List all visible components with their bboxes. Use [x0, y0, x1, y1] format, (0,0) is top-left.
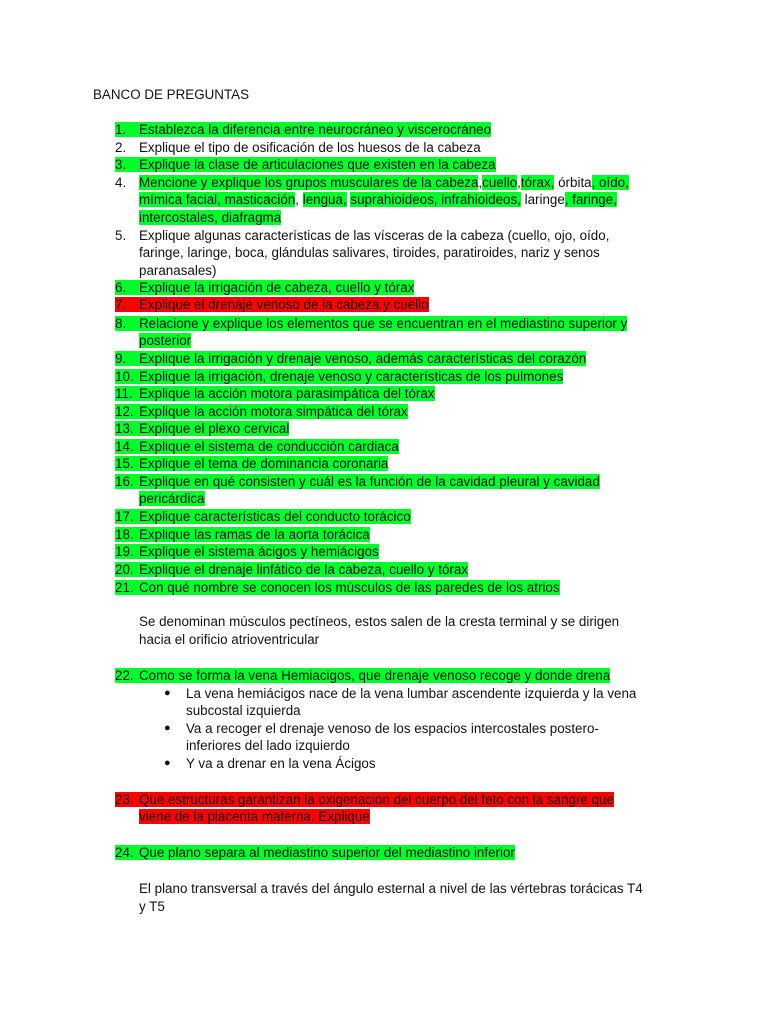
- question-number: 6.: [115, 280, 141, 295]
- question-text-segment: intercostales, diafragma: [139, 209, 282, 225]
- question-text-line: [139, 474, 600, 489]
- question-text: Explique algunas características de las vísceras de la cabeza (cuello, ojo, oído,: [139, 228, 610, 243]
- question-text: pericárdica: [139, 491, 205, 507]
- question-text: Explique el drenaje linfático de la cabeza, cuello y tórax: [139, 562, 469, 577]
- question-text: faringe, laringe, boca, glándulas salivares, tiroides, paratiroides, nariz y senos: [139, 245, 600, 261]
- question-text-line: [139, 792, 614, 807]
- question-text: Explique la irrigación, drenaje venoso y características de los pulmones: [139, 369, 564, 384]
- question-text-segment: cuello: [482, 175, 518, 190]
- question-text-segment: ,: [295, 192, 303, 208]
- question-number: 20.: [115, 562, 141, 577]
- question-text: Explique en qué consisten y cuál es la función de la cavidad pleural y cavidad: [139, 474, 600, 489]
- question-number: 15.: [115, 456, 141, 471]
- question-text: Explique el plexo cervical: [139, 421, 290, 436]
- question-text: Que estructuras garantizan la oxigenación del cuerpo del feto con la sangre que: [139, 792, 614, 807]
- question-text-line: [139, 280, 414, 295]
- question-number: 22.: [115, 668, 141, 683]
- question-text-line: [139, 316, 627, 331]
- question-text-line: [139, 297, 429, 312]
- question-text-segment: tórax,: [520, 175, 555, 190]
- question-text-line: [139, 491, 205, 506]
- question-number: 1.: [115, 122, 141, 137]
- question-number: 14.: [115, 439, 141, 454]
- question-text-segment: ,: [478, 175, 483, 190]
- question-text-line: [139, 509, 411, 524]
- question-text-line: [139, 369, 563, 384]
- question-text-line: [139, 386, 435, 401]
- question-number: 10.: [115, 369, 141, 384]
- question-number: 19.: [115, 544, 141, 559]
- bullet-text-line: Y va a drenar en la vena Ácigos: [186, 756, 376, 771]
- question-number: 9.: [115, 351, 141, 366]
- question-text-segment: laringe: [520, 192, 565, 208]
- question-text-segment: mímica facial, masticación: [139, 192, 296, 208]
- question-text-line: [139, 668, 610, 683]
- question-text-segment: Mencione y explique los grupos musculares de la cabeza: [139, 175, 479, 190]
- question-text-line: [139, 580, 560, 595]
- question-text-line: [139, 351, 586, 366]
- answer-text-line: Se denominan músculos pectíneos, estos salen de la cresta terminal y se dirigen: [139, 614, 620, 629]
- question-text: paranasales): [139, 262, 217, 278]
- question-number: 21.: [115, 580, 141, 595]
- question-number: 3.: [115, 157, 141, 172]
- bullet-text-line: La vena hemiácigos nace de la vena lumbar ascendente izquierda y la vena: [186, 686, 637, 701]
- question-text-segment: , oído,: [591, 175, 629, 190]
- question-number: 4.: [115, 175, 127, 190]
- question-text: Explique el tema de dominancia coronaria: [139, 456, 389, 471]
- question-number: 16.: [115, 474, 141, 489]
- question-text-line: [139, 562, 468, 577]
- question-text-segment: suprahioideos, infrahioideos,: [350, 192, 521, 208]
- question-text-line: [139, 439, 399, 454]
- question-text-segment: , faringe,: [564, 192, 617, 208]
- question-text-segment: ,: [517, 175, 521, 190]
- question-text-line: [139, 456, 388, 471]
- question-text: Establezca la diferencia entre neurocráneo y viscerocráneo: [139, 122, 492, 137]
- question-text-line: [139, 263, 216, 278]
- question-text: Como se forma la vena Hemiacigos, que drenaje venoso recoge y donde drena: [139, 668, 611, 683]
- bullet-icon: ●: [164, 722, 171, 734]
- question-text-line: [139, 527, 370, 542]
- question-text: Explique el sistema ácigos y hemiácigos: [139, 544, 379, 559]
- question-text-line: [139, 421, 289, 436]
- question-text-line: [139, 140, 481, 155]
- bullet-text-line: inferiores del lado izquierdo: [186, 738, 350, 753]
- question-text: Con qué nombre se conocen los músculos de las paredes de los atrios: [139, 580, 560, 595]
- question-number: 7.: [115, 297, 141, 312]
- question-number: 24.: [115, 845, 141, 860]
- bullet-text-line: subcostal izquierda: [186, 703, 301, 718]
- question-text-line: [139, 157, 496, 172]
- answer-text-line: El plano transversal a través del ángulo esternal a nivel de las vértebras torácicas T4: [139, 881, 643, 896]
- answer-text-line: hacia el orificio atrioventricular: [139, 632, 320, 647]
- question-number: 8.: [115, 316, 141, 331]
- question-text-line: [139, 210, 281, 225]
- question-text-line: [139, 192, 617, 207]
- question-text: Explique la clase de articulaciones que existen en la cabeza: [139, 157, 496, 172]
- question-number: 11.: [115, 386, 141, 401]
- question-text: Que plano separa al mediastino superior del mediastino inferior: [139, 845, 515, 860]
- question-text-line: [139, 333, 191, 348]
- question-text: viene de la placenta materna. Explique: [139, 809, 370, 825]
- question-number: 5.: [115, 228, 127, 243]
- bullet-text-line: Va a recoger el drenaje venoso de los espacios intercostales postero-: [186, 721, 599, 736]
- question-number: 2.: [115, 140, 127, 155]
- question-text: Explique el drenaje venoso de la cabeza y cuello: [139, 297, 429, 312]
- question-text: Explique la irrigación de cabeza, cuello y tórax: [139, 280, 415, 295]
- question-text: Relacione y explique los elementos que se encuentran en el mediastino superior y: [139, 316, 628, 331]
- question-text: Explique las ramas de la aorta torácica: [139, 527, 370, 542]
- bullet-icon: ●: [164, 687, 171, 699]
- question-number: 12.: [115, 404, 141, 419]
- question-text-segment: órbita: [554, 175, 592, 190]
- question-number: 17.: [115, 509, 141, 524]
- question-text-line: [139, 544, 379, 559]
- question-text-line: [139, 845, 515, 860]
- page-title: BANCO DE PREGUNTAS: [93, 87, 249, 102]
- question-text: Explique el sistema de conducción cardiaca: [139, 439, 399, 454]
- question-number: 23.: [115, 792, 141, 807]
- question-text-line: [139, 404, 408, 419]
- question-text-line: [139, 175, 629, 190]
- question-number: 13.: [115, 421, 141, 436]
- question-text-line: [139, 245, 600, 260]
- question-text: Explique la irrigación y drenaje venoso, además características del corazón: [139, 351, 587, 366]
- question-text-line: [139, 809, 370, 824]
- question-text: Explique la acción motora simpática del tórax: [139, 404, 408, 419]
- bullet-icon: ●: [164, 757, 171, 769]
- question-number: 18.: [115, 527, 141, 542]
- question-text-segment: lengua,: [302, 192, 347, 208]
- question-text: posterior: [139, 333, 192, 349]
- question-text: Explique el tipo de osificación de los huesos de la cabeza: [139, 140, 481, 155]
- question-text-line: [139, 122, 491, 137]
- answer-text-line: y T5: [139, 899, 165, 914]
- question-text-line: [139, 228, 609, 243]
- question-text: Explique la acción motora parasimpática del tórax: [139, 386, 435, 401]
- question-text: Explique características del conducto torácico: [139, 509, 411, 524]
